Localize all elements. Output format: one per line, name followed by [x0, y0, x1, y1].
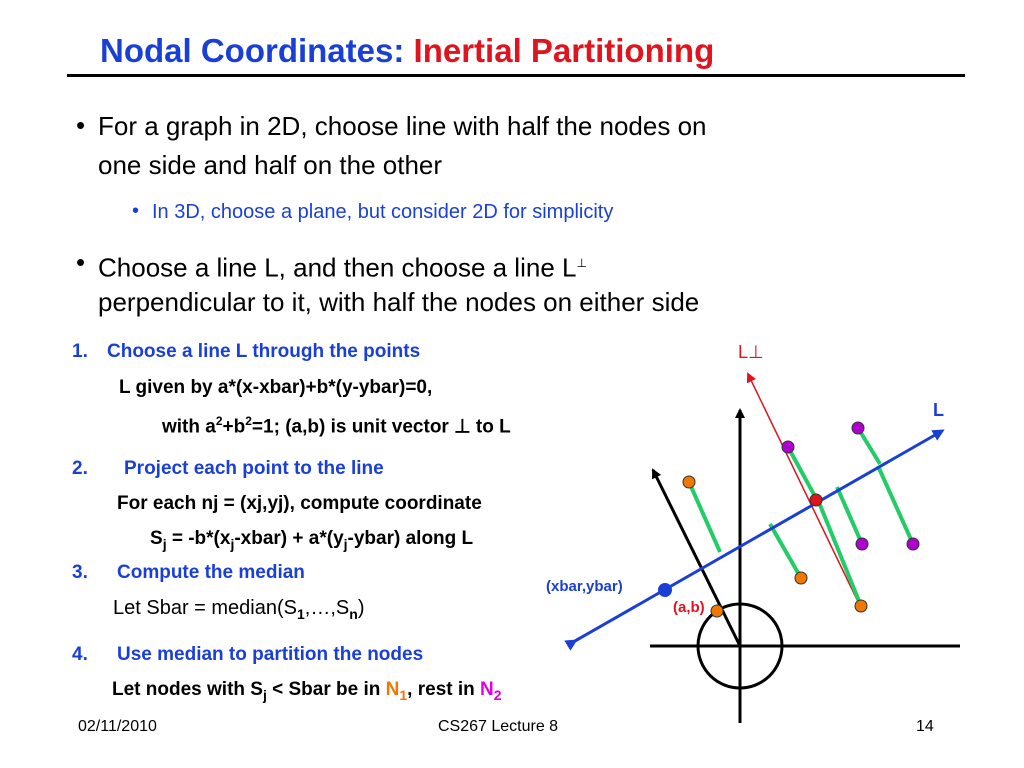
line-l-start-arrow [575, 638, 580, 641]
perp-symbol: ⊥ [576, 256, 587, 270]
bullet-2-text: Choose a line L, and then choose a line L [98, 252, 577, 283]
eq-text: < Sbar be in [266, 679, 386, 700]
footer-course: CS267 Lecture 8 [438, 718, 559, 735]
projection-line [878, 466, 913, 544]
projection-line [788, 447, 817, 500]
eq-text: =1; (a,b) is unit vector ⊥ to L [251, 416, 511, 438]
centroid-point [658, 583, 672, 597]
sub-bullet-dot: • [132, 200, 140, 222]
eq-text: Let Sbar = median(S [113, 597, 297, 619]
subscript: j [230, 535, 235, 552]
label-l-perp: L⊥ [738, 342, 764, 362]
projection-line [770, 524, 801, 578]
node-purple [856, 538, 868, 550]
bullet-1-line-1: For a graph in 2D, choose line with half the nodes on [98, 111, 707, 141]
eq-text: +b [222, 416, 246, 438]
bullet-dot-2: • [76, 247, 86, 277]
eq-text: ) [357, 597, 365, 619]
step-2-equation-1: For each nj = (xj,yj), compute coordinate [117, 493, 482, 514]
eq-text: ,…,S [304, 597, 350, 619]
footer-page-number: 14 [916, 718, 934, 735]
subscript: j [162, 535, 167, 552]
step-1-equation-1: L given by a*(x-xbar)+b*(y-ybar)=0, [119, 377, 433, 398]
step-1-number: 1. [72, 341, 88, 362]
n1-label: N [385, 679, 400, 700]
step-1-heading: Choose a line L through the points [107, 341, 421, 362]
title-part-1: Nodal Coordinates: [100, 32, 405, 69]
step-4-number: 4. [72, 644, 88, 665]
node-orange [683, 476, 695, 488]
step-3-number: 3. [72, 562, 88, 583]
step-3-heading: Compute the median [117, 562, 305, 583]
subscript: 1 [399, 686, 408, 703]
median-point [810, 494, 822, 506]
node-orange [795, 572, 807, 584]
subscript: j [262, 686, 267, 703]
step-2-number: 2. [72, 458, 88, 479]
superscript: 2 [215, 414, 223, 428]
footer-date: 02/11/2010 [78, 718, 157, 735]
step-4-heading: Use median to partition the nodes [117, 644, 424, 665]
step-2-heading: Project each point to the line [124, 458, 384, 479]
subscript: n [349, 606, 358, 622]
eq-text: S [150, 528, 163, 549]
subscript: j [343, 535, 348, 552]
eq-text: with a [162, 416, 216, 438]
title-part-2: Inertial Partitioning [413, 32, 715, 69]
bullet-dot-1: • [76, 110, 86, 140]
bullet-1-line-2: one side and half on the other [98, 150, 443, 180]
eq-text: = -b*(x [166, 528, 231, 549]
subscript: 1 [297, 606, 305, 622]
n2-label: N [480, 679, 494, 700]
projection-line [818, 500, 861, 606]
node-orange [711, 605, 723, 617]
eq-text: Let nodes with S [112, 679, 263, 700]
label-xbar-ybar: (xbar,ybar) [546, 578, 623, 595]
label-ab: (a,b) [673, 599, 705, 616]
node-orange [855, 600, 867, 612]
eq-text: -xbar) + a*(y [234, 528, 344, 549]
subscript: 2 [493, 686, 502, 703]
superscript: 2 [245, 414, 252, 428]
bullet-2-line-2: perpendicular to it, with half the nodes on either side [98, 287, 700, 317]
node-purple [852, 422, 864, 434]
label-l: L [933, 400, 944, 420]
projection-line [837, 487, 862, 544]
eq-text: , rest in [407, 679, 481, 700]
node-purple [782, 441, 794, 453]
node-purple [907, 538, 919, 550]
projection-line [689, 482, 720, 552]
sub-bullet-1: In 3D, choose a plane, but consider 2D for simplicity [152, 201, 614, 223]
eq-text: -ybar) along L [347, 528, 474, 549]
